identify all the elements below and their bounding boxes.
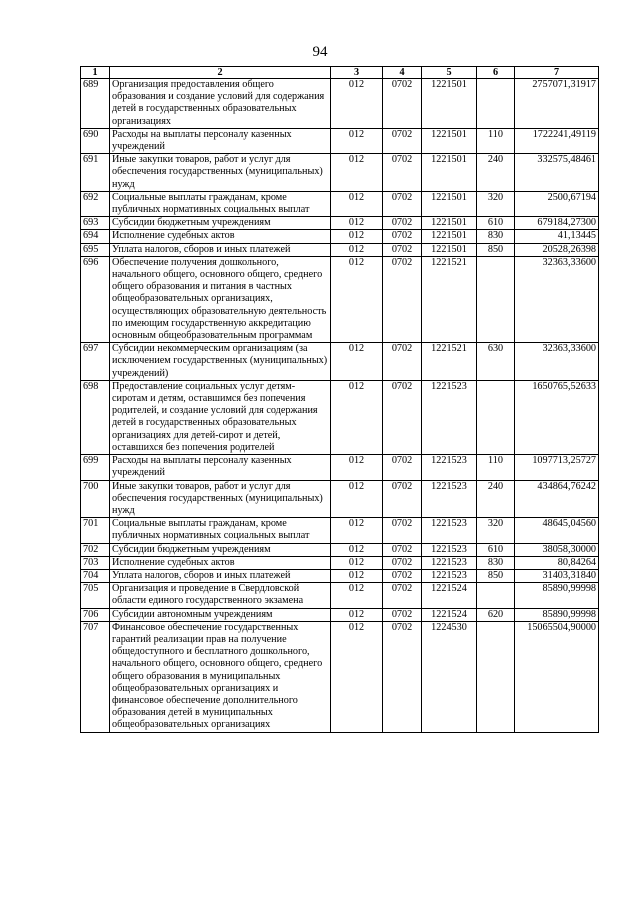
- column-header: 3: [331, 67, 383, 79]
- section-code: 0702: [383, 480, 422, 518]
- expense-type-code: 850: [477, 243, 515, 256]
- item-name: Иные закупки товаров, работ и услуг для обеспечения государственных (муниципальных) нужд: [110, 154, 331, 192]
- row-number: 707: [81, 621, 110, 732]
- target-code: 1221524: [422, 583, 477, 608]
- item-name: Субсидии бюджетным учреждениям: [110, 543, 331, 556]
- expense-type-code: 610: [477, 217, 515, 230]
- column-header: 6: [477, 67, 515, 79]
- budget-table: [80, 66, 599, 733]
- ministry-code: 012: [331, 191, 383, 216]
- target-code: 1221521: [422, 256, 477, 342]
- section-code: 0702: [383, 518, 422, 543]
- amount: 2500,67194: [515, 191, 599, 216]
- target-code: 1221523: [422, 455, 477, 480]
- table-row: [81, 217, 599, 230]
- target-code: 1224530: [422, 621, 477, 732]
- table-row: [81, 380, 599, 454]
- column-header-row: [81, 67, 599, 79]
- target-code: 1221524: [422, 608, 477, 621]
- section-code: 0702: [383, 380, 422, 454]
- row-number: 703: [81, 556, 110, 569]
- amount: 80,84264: [515, 556, 599, 569]
- expense-type-code: 620: [477, 608, 515, 621]
- row-number: 693: [81, 217, 110, 230]
- table-row: [81, 230, 599, 243]
- table-row: [81, 191, 599, 216]
- row-number: 705: [81, 583, 110, 608]
- ministry-code: 012: [331, 608, 383, 621]
- section-code: 0702: [383, 569, 422, 582]
- row-number: 689: [81, 79, 110, 129]
- amount: 20528,26398: [515, 243, 599, 256]
- expense-type-code: [477, 256, 515, 342]
- ministry-code: 012: [331, 79, 383, 129]
- ministry-code: 012: [331, 569, 383, 582]
- row-number: 695: [81, 243, 110, 256]
- target-code: 1221501: [422, 230, 477, 243]
- amount: 434864,76242: [515, 480, 599, 518]
- item-name: Уплата налогов, сборов и иных платежей: [110, 569, 331, 582]
- table-row: [81, 256, 599, 342]
- table-row: [81, 543, 599, 556]
- table-row: [81, 343, 599, 381]
- row-number: 704: [81, 569, 110, 582]
- expense-type-code: 240: [477, 480, 515, 518]
- expense-type-code: [477, 380, 515, 454]
- expense-type-code: 830: [477, 230, 515, 243]
- expense-type-code: 320: [477, 191, 515, 216]
- amount: 15065504,90000: [515, 621, 599, 732]
- section-code: 0702: [383, 217, 422, 230]
- section-code: 0702: [383, 79, 422, 129]
- amount: 85890,99998: [515, 583, 599, 608]
- target-code: 1221521: [422, 343, 477, 381]
- section-code: 0702: [383, 191, 422, 216]
- column-header: 1: [81, 67, 110, 79]
- target-code: 1221523: [422, 543, 477, 556]
- amount: 31403,31840: [515, 569, 599, 582]
- section-code: 0702: [383, 154, 422, 192]
- item-name: Обеспечение получения дошкольного, начального общего, основного общего, среднего общего образования и питания в частных общеобразовательных организациях, осуществляющих образовательную деятельность по имеющим государственную аккредитацию основным общеобразовательным программам: [110, 256, 331, 342]
- table-row: [81, 569, 599, 582]
- amount: 1722241,49119: [515, 128, 599, 153]
- item-name: Субсидии бюджетным учреждениям: [110, 217, 331, 230]
- amount: 32363,33600: [515, 343, 599, 381]
- ministry-code: 012: [331, 480, 383, 518]
- item-name: Социальные выплаты гражданам, кроме публичных нормативных социальных выплат: [110, 191, 331, 216]
- section-code: 0702: [383, 343, 422, 381]
- target-code: 1221501: [422, 79, 477, 129]
- row-number: 698: [81, 380, 110, 454]
- section-code: 0702: [383, 455, 422, 480]
- section-code: 0702: [383, 621, 422, 732]
- target-code: 1221501: [422, 128, 477, 153]
- target-code: 1221501: [422, 217, 477, 230]
- target-code: 1221523: [422, 569, 477, 582]
- row-number: 697: [81, 343, 110, 381]
- table-row: [81, 608, 599, 621]
- table-row: [81, 243, 599, 256]
- row-number: 690: [81, 128, 110, 153]
- row-number: 700: [81, 480, 110, 518]
- column-header: 2: [110, 67, 331, 79]
- target-code: 1221523: [422, 380, 477, 454]
- amount: 85890,99998: [515, 608, 599, 621]
- expense-type-code: 630: [477, 343, 515, 381]
- amount: 679184,27300: [515, 217, 599, 230]
- ministry-code: 012: [331, 243, 383, 256]
- amount: 48645,04560: [515, 518, 599, 543]
- ministry-code: 012: [331, 621, 383, 732]
- expense-type-code: [477, 621, 515, 732]
- section-code: 0702: [383, 543, 422, 556]
- amount: 1650765,52633: [515, 380, 599, 454]
- target-code: 1221523: [422, 556, 477, 569]
- expense-type-code: 110: [477, 128, 515, 153]
- ministry-code: 012: [331, 518, 383, 543]
- item-name: Субсидии некоммерческим организациям (за исключением государственных (муниципальных) учреждений): [110, 343, 331, 381]
- amount: 1097713,25727: [515, 455, 599, 480]
- item-name: Субсидии автономным учреждениям: [110, 608, 331, 621]
- row-number: 696: [81, 256, 110, 342]
- column-header: 4: [383, 67, 422, 79]
- expense-type-code: 850: [477, 569, 515, 582]
- table-row: [81, 518, 599, 543]
- amount: 2757071,31917: [515, 79, 599, 129]
- amount: 32363,33600: [515, 256, 599, 342]
- item-name: Исполнение судебных актов: [110, 230, 331, 243]
- table-row: [81, 128, 599, 153]
- item-name: Иные закупки товаров, работ и услуг для обеспечения государственных (муниципальных) нужд: [110, 480, 331, 518]
- row-number: 702: [81, 543, 110, 556]
- amount: 332575,48461: [515, 154, 599, 192]
- ministry-code: 012: [331, 217, 383, 230]
- table-row: [81, 154, 599, 192]
- item-name: Уплата налогов, сборов и иных платежей: [110, 243, 331, 256]
- row-number: 692: [81, 191, 110, 216]
- section-code: 0702: [383, 608, 422, 621]
- expense-type-code: [477, 583, 515, 608]
- ministry-code: 012: [331, 583, 383, 608]
- expense-type-code: 830: [477, 556, 515, 569]
- item-name: Социальные выплаты гражданам, кроме публичных нормативных социальных выплат: [110, 518, 331, 543]
- section-code: 0702: [383, 256, 422, 342]
- section-code: 0702: [383, 556, 422, 569]
- row-number: 694: [81, 230, 110, 243]
- expense-type-code: 110: [477, 455, 515, 480]
- expense-type-code: [477, 79, 515, 129]
- table-row: [81, 621, 599, 732]
- amount: 41,13445: [515, 230, 599, 243]
- target-code: 1221501: [422, 191, 477, 216]
- row-number: 706: [81, 608, 110, 621]
- column-header: 7: [515, 67, 599, 79]
- page-number: 94: [312, 44, 328, 60]
- ministry-code: 012: [331, 154, 383, 192]
- ministry-code: 012: [331, 256, 383, 342]
- ministry-code: 012: [331, 230, 383, 243]
- section-code: 0702: [383, 128, 422, 153]
- target-code: 1221523: [422, 480, 477, 518]
- section-code: 0702: [383, 243, 422, 256]
- expense-type-code: 240: [477, 154, 515, 192]
- item-name: Организация и проведение в Свердловской области единого государственного экзамена: [110, 583, 331, 608]
- ministry-code: 012: [331, 380, 383, 454]
- table-row: [81, 583, 599, 608]
- section-code: 0702: [383, 230, 422, 243]
- amount: 38058,30000: [515, 543, 599, 556]
- ministry-code: 012: [331, 455, 383, 480]
- ministry-code: 012: [331, 543, 383, 556]
- target-code: 1221523: [422, 518, 477, 543]
- item-name: Предоставление социальных услуг детям-сиротам и детям, оставшимся без попечения родителей, и создание условий для содержания детей в государственных образовательных организациях для детей-сирот и детей, оставшихся без попечения родителей: [110, 380, 331, 454]
- expense-type-code: 320: [477, 518, 515, 543]
- ministry-code: 012: [331, 128, 383, 153]
- item-name: Исполнение судебных актов: [110, 556, 331, 569]
- item-name: Расходы на выплаты персоналу казенных учреждений: [110, 128, 331, 153]
- target-code: 1221501: [422, 154, 477, 192]
- row-number: 699: [81, 455, 110, 480]
- item-name: Расходы на выплаты персоналу казенных учреждений: [110, 455, 331, 480]
- ministry-code: 012: [331, 556, 383, 569]
- target-code: 1221501: [422, 243, 477, 256]
- row-number: 701: [81, 518, 110, 543]
- item-name: Финансовое обеспечение государственных гарантий реализации прав на получение общедоступного и бесплатного дошкольного, начального общего, основного общего, среднего общего образования в муниципальных общеобразовательных организациях и финансовое обеспечение дополнительного образования детей в муниципальных общеобразовательных организациях: [110, 621, 331, 732]
- row-number: 691: [81, 154, 110, 192]
- table-row: [81, 455, 599, 480]
- table-row: [81, 480, 599, 518]
- item-name: Организация предоставления общего образования и создание условий для содержания детей в государственных образовательных организациях: [110, 79, 331, 129]
- table-row: [81, 79, 599, 129]
- expense-type-code: 610: [477, 543, 515, 556]
- column-header: 5: [422, 67, 477, 79]
- ministry-code: 012: [331, 343, 383, 381]
- section-code: 0702: [383, 583, 422, 608]
- table-row: [81, 556, 599, 569]
